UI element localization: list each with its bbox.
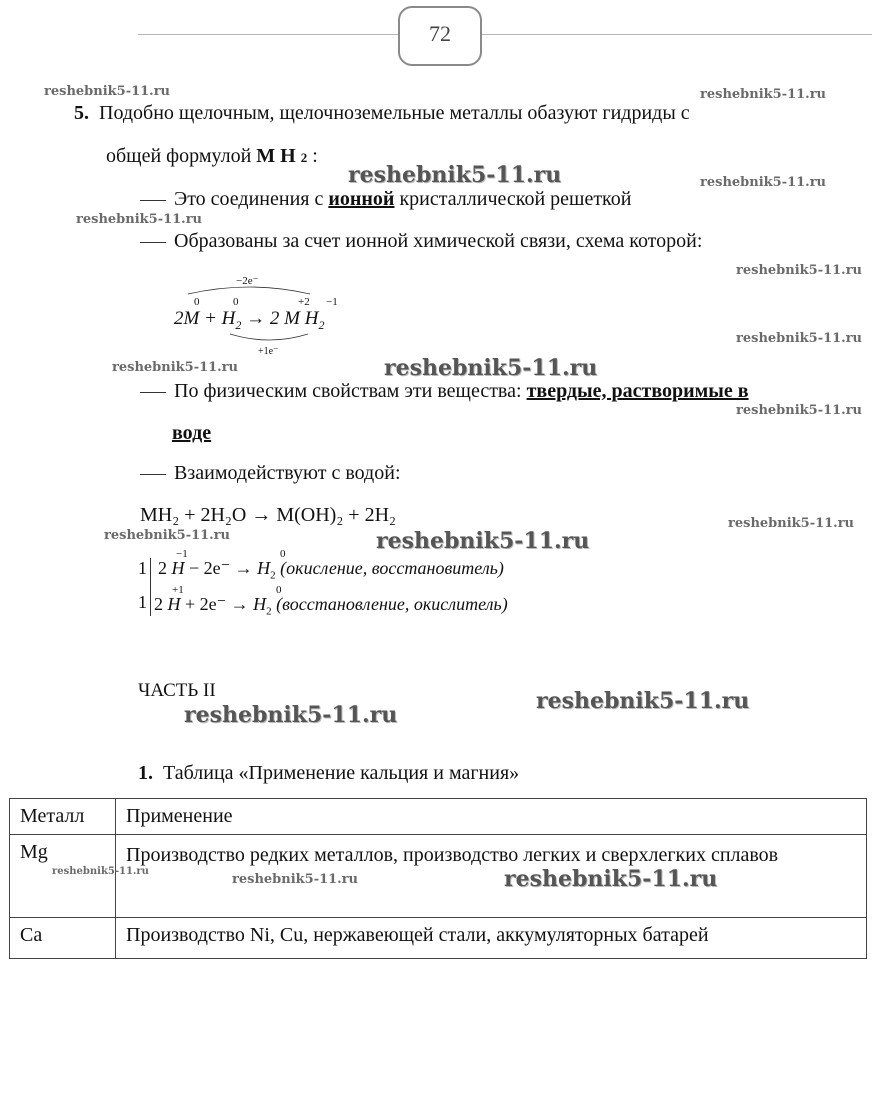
bullet-text: кристаллической решеткой	[399, 188, 632, 210]
table-cell: Производство редких металлов, производство легких и сверхлегких сплавов	[116, 835, 867, 918]
table-cell: Производство Ni, Cu, нержавеющей стали, аккумуляторных батарей	[116, 918, 867, 959]
task5-text: Подобно щелочным, щелочноземельные металлы обазуют гидриды с	[99, 102, 690, 124]
dash	[140, 474, 166, 475]
hr-mid: − 2e⁻ →	[189, 558, 253, 578]
task-number: 5.	[74, 102, 89, 124]
ox-hm1: −1	[326, 296, 338, 308]
scheme-equation	[174, 308, 324, 333]
hr-h: H	[171, 558, 185, 578]
applications-table	[9, 798, 867, 959]
watermark: reshebnik5-11.ru	[700, 87, 827, 102]
watermark: reshebnik5-11.ru	[736, 331, 863, 346]
watermark: reshebnik5-11.ru	[348, 162, 562, 188]
half-reaction-1	[158, 558, 504, 582]
watermark: reshebnik5-11.ru	[736, 403, 863, 418]
watermark: reshebnik5-11.ru	[76, 212, 203, 227]
ox-h0: 0	[233, 296, 239, 308]
dash	[140, 392, 166, 393]
scheme-h: H	[221, 308, 236, 329]
formula-m: M	[256, 145, 276, 167]
watermark: reshebnik5-11.ru	[700, 175, 827, 190]
task-number: 1.	[138, 762, 153, 784]
task5-line1	[74, 102, 690, 125]
watermark: reshebnik5-11.ru	[44, 84, 171, 99]
bullet-text: Это соединения с	[174, 188, 324, 210]
scheme-m: M	[284, 308, 300, 329]
coef-2: 1	[138, 592, 147, 612]
hr-h2: H	[257, 558, 271, 578]
table-header-cell: Применение	[116, 799, 867, 835]
bullet-water	[140, 462, 401, 485]
scheme-bottom-label: +1e⁻	[258, 346, 279, 357]
watermark: reshebnik5-11.ru	[384, 355, 598, 381]
watermark: reshebnik5-11.ru	[736, 263, 863, 278]
half-bar	[150, 558, 151, 616]
bullet-properties-cont	[172, 422, 211, 445]
part2-heading: ЧАСТЬ II	[138, 680, 216, 701]
scheme-term: 2M	[174, 308, 200, 329]
formula-sub: 2	[300, 150, 308, 165]
ox-1: −1	[176, 548, 188, 560]
hr-h: H	[167, 594, 181, 614]
page-number: 72	[398, 6, 482, 66]
answer-ionic: ионной	[328, 188, 395, 210]
task5-text-2: общей формулой	[106, 145, 252, 167]
watermark: reshebnik5-11.ru	[232, 872, 359, 887]
scheme-plus: +	[204, 308, 217, 329]
header-rule-left	[138, 34, 398, 35]
bullet-text: Взаимодействуют с водой:	[174, 462, 401, 484]
ox-m2: +2	[298, 296, 310, 308]
scheme-top-label: −2e⁻	[236, 275, 259, 287]
table-cell: Ca	[10, 918, 116, 959]
table-cell: Mg	[10, 835, 116, 918]
watermark: reshebnik5-11.ru	[112, 360, 239, 375]
hr-mid: + 2e⁻ →	[185, 594, 249, 614]
watermark: reshebnik5-11.ru	[728, 516, 855, 531]
electron-scheme	[170, 272, 370, 360]
table-header-cell: Металл	[10, 799, 116, 835]
scheme-arrow: →	[246, 308, 266, 329]
part2-task1	[138, 762, 519, 785]
watermark: reshebnik5-11.ru	[376, 528, 590, 554]
hr-h2: H	[253, 594, 267, 614]
watermark: reshebnik5-11.ru	[504, 866, 718, 892]
hr-note: (восстановление, окислитель)	[276, 594, 508, 614]
hr-sub: 2	[270, 569, 276, 582]
scheme-sub: 2	[235, 317, 242, 332]
header-rule-right	[478, 34, 872, 35]
hr-note: (окисление, восстановитель)	[280, 558, 504, 578]
half-reaction-2	[154, 594, 508, 618]
hr-coef: 2	[154, 594, 163, 614]
task1-title: Таблица «Применение кальция и магния»	[163, 762, 520, 784]
colon: :	[312, 145, 318, 167]
dash	[140, 242, 166, 243]
watermark: reshebnik5-11.ru	[536, 688, 750, 714]
reaction-equation: MH₂ + 2H₂O → M(OH)₂ + 2H₂	[140, 504, 396, 526]
scheme-h2: H	[304, 308, 319, 329]
ox-4: 0	[276, 584, 282, 596]
ox-m0: 0	[194, 296, 200, 308]
table-header-row	[10, 799, 867, 835]
hr-sub: 2	[266, 605, 272, 618]
dash	[140, 200, 166, 201]
hr-coef: 2	[158, 558, 167, 578]
half-reactions	[138, 544, 578, 624]
ox-3: +1	[172, 584, 184, 596]
answer-properties: твердые, растворимые в	[526, 380, 749, 402]
bullet-properties	[140, 380, 749, 403]
bullet-ionic	[140, 188, 631, 211]
bullet-text: Образованы за счет ионной химической связи, схема которой:	[174, 230, 703, 252]
coef-1: 1	[138, 558, 147, 578]
task5-line2	[106, 145, 318, 168]
watermark: reshebnik5-11.ru	[184, 702, 398, 728]
answer-properties-2: воде	[172, 422, 212, 444]
bullet-text: По физическим свойствам эти вещества:	[174, 380, 522, 402]
bullet-bond	[140, 230, 702, 253]
watermark: reshebnik5-11.ru	[52, 866, 149, 877]
scheme-coef: 2	[269, 308, 280, 329]
watermark: reshebnik5-11.ru	[104, 528, 231, 543]
ox-2: 0	[280, 548, 286, 560]
table-row	[10, 918, 867, 959]
scheme-sub2: 2	[318, 317, 325, 332]
formula-h: H	[280, 145, 296, 167]
